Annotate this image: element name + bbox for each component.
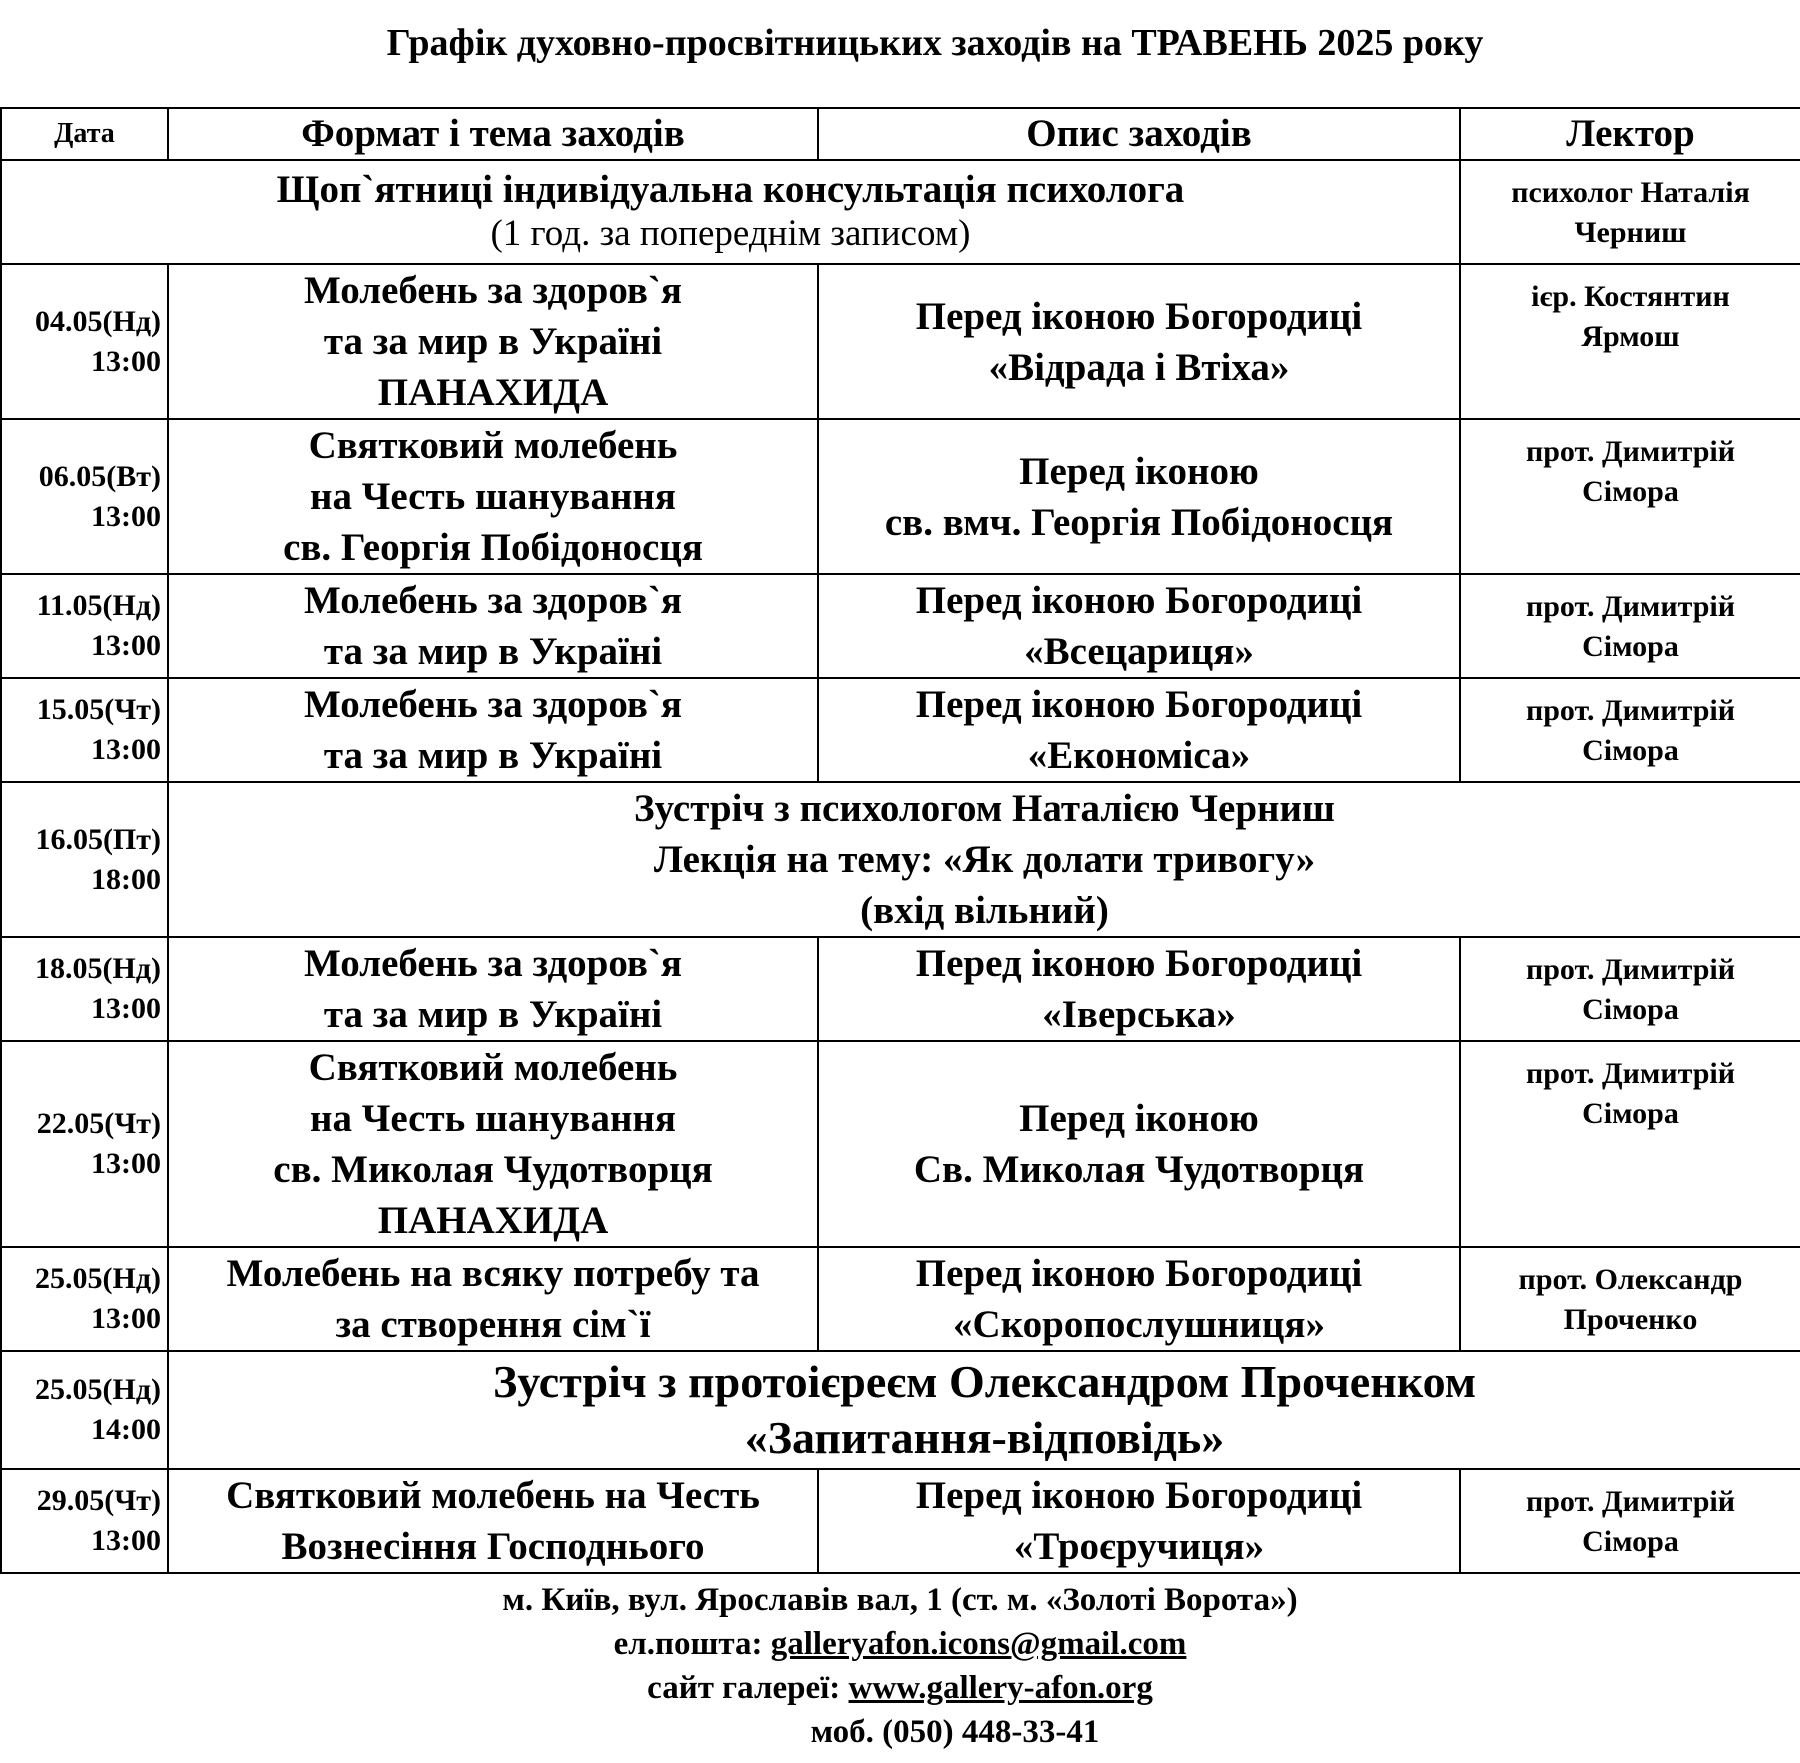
description-cell xyxy=(818,1469,1460,1573)
format-line: та за мир в Україні xyxy=(323,734,663,777)
event-time: 13:00 xyxy=(91,499,161,533)
lector-line: Сімора xyxy=(1582,1525,1679,1558)
consultation-title: Щоп`ятниці індивідуальна консультація психолога xyxy=(276,168,1185,211)
format-line: Святковий молебень xyxy=(308,1046,678,1089)
event-line: «Запитання-відповідь» xyxy=(744,1412,1225,1463)
format-line: Молебень за здоров`я xyxy=(303,942,683,985)
lector-line: прот. Димитрій xyxy=(1525,694,1736,727)
format-line: ПАНАХИДА xyxy=(377,1199,609,1242)
event-date: 04.05(Нд) xyxy=(35,304,161,338)
table-row xyxy=(1,419,1800,574)
description-line: Перед іконою Богородиці xyxy=(915,942,1363,985)
event-date: 22.05(Чт) xyxy=(36,1107,161,1140)
lector-line: прот. Олександр xyxy=(1518,1263,1743,1296)
event-time: 13:00 xyxy=(91,733,161,766)
page-title: Графік духовно-просвітницьких заходів на ТРАВЕНЬ 2025 року xyxy=(386,22,1484,64)
format-line: Молебень на всяку потребу та xyxy=(226,1252,760,1295)
event-span-cell xyxy=(168,1351,1800,1469)
table-row xyxy=(1,1469,1800,1573)
description-line: Перед іконою Богородиці xyxy=(915,1474,1363,1517)
description-line: Св. Миколая Чудотворця xyxy=(913,1148,1365,1191)
date-cell xyxy=(1,1469,168,1573)
lector-cell xyxy=(1460,574,1800,678)
description-cell xyxy=(818,678,1460,782)
event-line: Лекція на тему: «Як долати тривогу» xyxy=(653,838,1316,881)
description-cell xyxy=(818,1247,1460,1351)
lector-line: прот. Димитрій xyxy=(1525,435,1736,468)
table-row xyxy=(1,678,1800,782)
date-cell xyxy=(1,678,168,782)
description-cell xyxy=(818,419,1460,574)
event-date: 06.05(Вт) xyxy=(38,459,161,493)
description-line: «Троєручиця» xyxy=(1013,1525,1265,1568)
lector-cell xyxy=(1460,264,1800,419)
table-row xyxy=(1,1247,1800,1351)
lector-cell xyxy=(1460,1247,1800,1351)
lector-line: Сімора xyxy=(1582,993,1679,1026)
event-time: 13:00 xyxy=(91,992,161,1025)
consultation-row xyxy=(1,160,1800,264)
lector-line: Сімора xyxy=(1582,734,1679,767)
description-line: «Іверська» xyxy=(1042,993,1236,1036)
event-date: 25.05(Нд) xyxy=(35,1262,161,1295)
format-cell xyxy=(168,574,818,678)
description-line: Перед іконою Богородиці xyxy=(915,683,1363,726)
date-cell xyxy=(1,782,168,937)
format-line: Святковий молебень на Честь xyxy=(226,1474,760,1517)
event-span-cell xyxy=(168,782,1800,937)
lector-cell xyxy=(1460,678,1800,782)
event-time: 18:00 xyxy=(91,862,161,896)
event-time: 13:00 xyxy=(91,344,161,378)
header-format: Формат і тема заходів xyxy=(168,108,818,160)
description-cell xyxy=(818,574,1460,678)
event-date: 29.05(Чт) xyxy=(36,1484,161,1517)
format-line: Вознесіння Господнього xyxy=(281,1525,705,1568)
format-line: ПАНАХИДА xyxy=(377,371,609,414)
lector-cell xyxy=(1460,937,1800,1041)
event-time: 13:00 xyxy=(91,1147,161,1180)
header-lector: Лектор xyxy=(1460,108,1800,160)
event-date: 18.05(Нд) xyxy=(35,952,161,985)
schedule-table xyxy=(0,107,1800,1574)
table-row xyxy=(1,937,1800,1041)
event-time: 13:00 xyxy=(91,1524,161,1557)
table-header-row xyxy=(1,108,1800,160)
lector-line: прот. Димитрій xyxy=(1525,1485,1736,1518)
lector-line: Ярмош xyxy=(1581,320,1680,353)
format-line: на Честь шанування xyxy=(310,1097,676,1140)
lector-line: прот. Димитрій xyxy=(1525,1057,1736,1090)
lector-cell xyxy=(1460,419,1800,574)
description-line: Перед іконою xyxy=(1019,449,1259,493)
event-line: (вхід вільний) xyxy=(860,889,1109,932)
footer xyxy=(0,1578,1800,1754)
footer-site-line xyxy=(0,1666,1800,1710)
format-line: та за мир в Україні xyxy=(323,993,663,1036)
format-cell xyxy=(168,1041,818,1247)
lector-line: Проченко xyxy=(1563,1303,1698,1336)
format-line: та за мир в Україні xyxy=(323,320,663,363)
description-line: св. вмч. Георгія Побідоносця xyxy=(884,500,1394,544)
format-cell xyxy=(168,1469,818,1573)
format-cell xyxy=(168,419,818,574)
header-description: Опис заходів xyxy=(818,108,1460,160)
lector-cell xyxy=(1460,1041,1800,1247)
description-line: Перед іконою Богородиці xyxy=(915,294,1363,338)
header-date: Дата xyxy=(1,108,168,160)
lector-cell xyxy=(1460,1469,1800,1573)
event-time: 13:00 xyxy=(91,629,161,662)
description-cell xyxy=(818,264,1460,419)
date-cell xyxy=(1,937,168,1041)
description-line: «Скоропослушниця» xyxy=(953,1303,1325,1346)
event-date: 25.05(Нд) xyxy=(35,1373,161,1406)
event-date: 15.05(Чт) xyxy=(36,693,161,726)
table-row xyxy=(1,1041,1800,1247)
footer-address: м. Київ, вул. Ярославів вал, 1 (ст. м. «Золоті Ворота») xyxy=(502,1582,1298,1618)
consultation-note: (1 год. за попереднім записом) xyxy=(490,213,971,254)
event-date: 11.05(Нд) xyxy=(36,589,161,622)
description-line: «Економіса» xyxy=(1027,734,1251,777)
event-line: Зустріч з протоієреєм Олександром Проченком xyxy=(492,1356,1477,1407)
footer-phone: моб. (050) 448-33-41 xyxy=(810,1714,1100,1750)
footer-email-line xyxy=(0,1622,1800,1666)
description-line: Перед іконою xyxy=(1019,1097,1259,1140)
date-cell xyxy=(1,419,168,574)
event-time: 14:00 xyxy=(91,1413,161,1446)
format-line: Молебень за здоров`я xyxy=(303,683,683,726)
date-cell xyxy=(1,1351,168,1469)
description-cell xyxy=(818,937,1460,1041)
email-label: ел.пошта: xyxy=(613,1626,771,1662)
table-row xyxy=(1,264,1800,419)
format-cell xyxy=(168,937,818,1041)
lector-line: прот. Димитрій xyxy=(1525,953,1736,986)
date-cell xyxy=(1,574,168,678)
event-date: 16.05(Пт) xyxy=(35,822,161,856)
lector-line: Сімора xyxy=(1582,630,1679,663)
format-line: та за мир в Україні xyxy=(323,630,663,673)
site-label: сайт галереї: xyxy=(647,1670,849,1706)
format-line: Молебень за здоров`я xyxy=(303,269,683,312)
date-cell xyxy=(1,1247,168,1351)
description-line: Перед іконою Богородиці xyxy=(915,579,1363,622)
lector-line: Сімора xyxy=(1582,475,1679,508)
format-line: Святковий молебень xyxy=(308,424,678,467)
site-link[interactable]: www.gallery-afon.org xyxy=(848,1670,1153,1706)
description-line: «Відрада і Втіха» xyxy=(988,345,1290,389)
format-cell xyxy=(168,1247,818,1351)
format-line: Молебень за здоров`я xyxy=(303,579,683,622)
table-row xyxy=(1,782,1800,937)
description-cell xyxy=(818,1041,1460,1247)
lector-line: Сімора xyxy=(1582,1097,1679,1130)
email-link[interactable]: galleryafon.icons@gmail.com xyxy=(770,1626,1187,1662)
format-cell xyxy=(168,264,818,419)
consultation-cell xyxy=(1,160,1460,264)
description-line: Перед іконою Богородиці xyxy=(915,1252,1363,1295)
lector-line: Черниш xyxy=(1574,216,1687,249)
date-cell xyxy=(1,1041,168,1247)
table-row xyxy=(1,574,1800,678)
format-line: св. Миколая Чудотворця xyxy=(273,1148,713,1191)
lector-line: прот. Димитрій xyxy=(1525,590,1736,623)
lector-line: ієр. Костянтин xyxy=(1531,280,1730,313)
date-cell xyxy=(1,264,168,419)
format-line: на Честь шанування xyxy=(310,475,676,518)
format-line: за створення сім`ї xyxy=(335,1303,651,1346)
format-line: св. Георгія Побідоносця xyxy=(283,526,703,569)
event-time: 13:00 xyxy=(91,1302,161,1335)
table-row xyxy=(1,1351,1800,1469)
format-cell xyxy=(168,678,818,782)
lector-line: психолог Наталія xyxy=(1511,176,1750,209)
consultation-lector xyxy=(1460,160,1800,264)
description-line: «Всецариця» xyxy=(1024,630,1254,673)
event-line: Зустріч з психологом Наталією Черниш xyxy=(634,787,1335,830)
